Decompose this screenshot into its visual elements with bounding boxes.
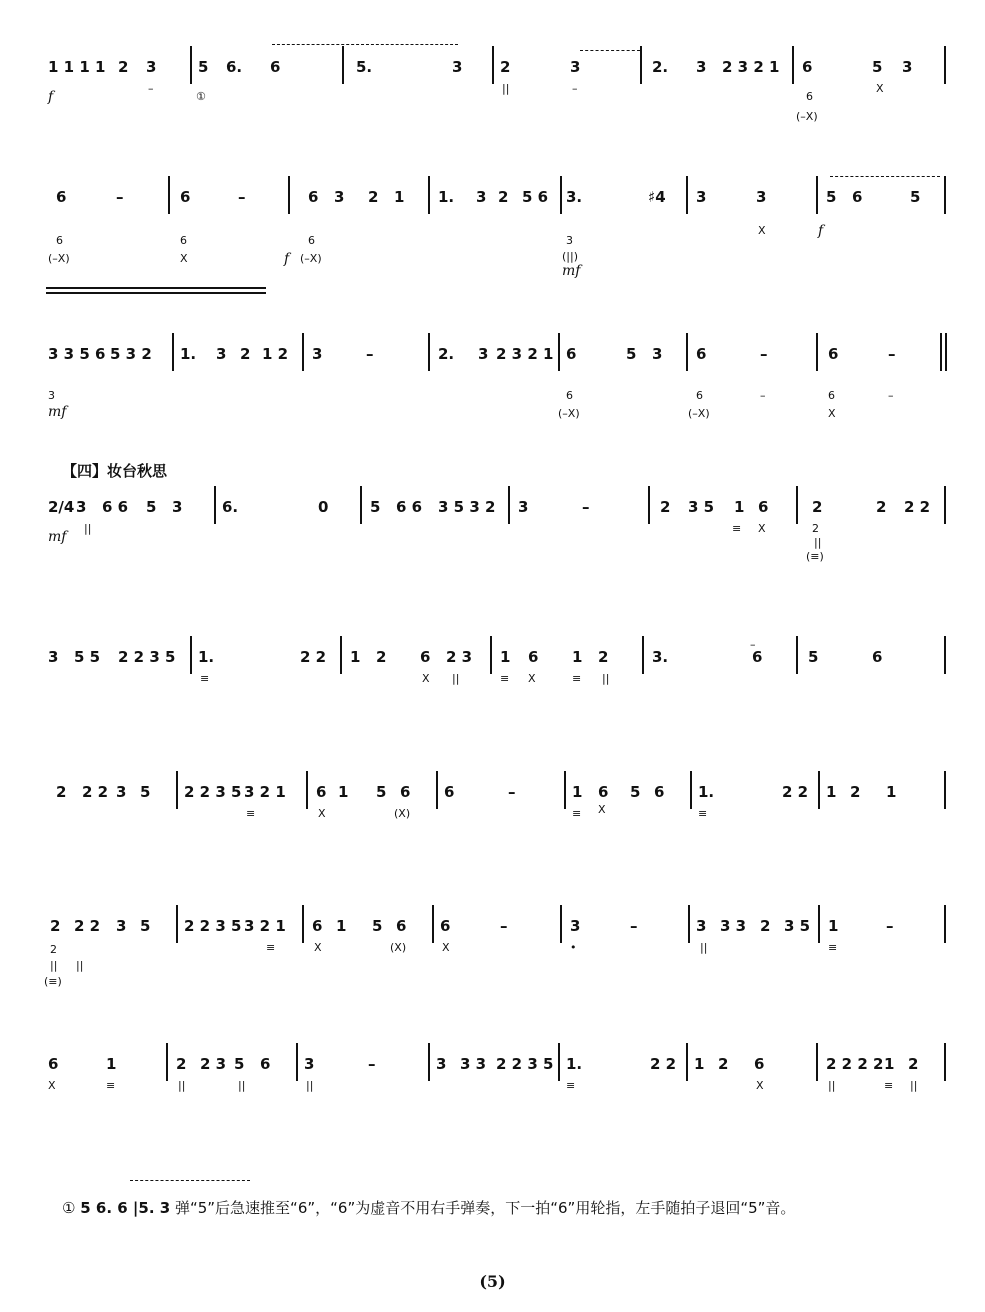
barline	[642, 636, 644, 674]
technique-mark: ||	[84, 522, 92, 535]
technique-mark: X	[828, 407, 836, 420]
note-group: –	[886, 917, 894, 935]
dynamic-marking: f	[284, 251, 290, 267]
technique-mark: X	[758, 224, 766, 237]
barline	[168, 176, 170, 214]
technique-mark: ||	[306, 1079, 314, 1092]
note-group: 5 3 2	[110, 345, 152, 363]
note-group: 1	[106, 1055, 117, 1073]
notation-line	[272, 44, 458, 45]
note-group: 6	[566, 345, 577, 363]
notation-line	[46, 287, 266, 289]
technique-mark: –	[760, 389, 766, 402]
note-group: 1	[572, 783, 583, 801]
note-group: 1 2	[262, 345, 289, 363]
note-group: 3 5 3 2	[438, 498, 496, 516]
note-group: –	[508, 783, 516, 801]
technique-mark: –	[750, 638, 756, 651]
technique-mark: ||	[700, 941, 708, 954]
note-group: –	[500, 917, 508, 935]
score-system	[0, 638, 985, 738]
barline	[564, 771, 566, 809]
barline	[302, 333, 304, 371]
technique-mark: 3	[48, 389, 55, 402]
note-group: 2 3 2 1	[722, 58, 780, 76]
technique-mark: X	[758, 522, 766, 535]
technique-mark: (–X)	[796, 110, 818, 123]
note-group: 6	[696, 345, 707, 363]
score-system	[0, 1055, 985, 1145]
note-group: 6	[56, 188, 67, 206]
technique-mark: (–X)	[48, 252, 70, 265]
footnote	[62, 1193, 942, 1223]
barline	[190, 636, 192, 674]
score-system	[0, 498, 985, 588]
note-group: 1	[350, 648, 361, 666]
technique-mark: ≡	[106, 1079, 116, 1092]
barline	[944, 486, 946, 524]
note-group: 6	[308, 188, 319, 206]
barline	[944, 771, 946, 809]
barline	[560, 905, 562, 943]
dynamic-marking: f	[818, 223, 824, 239]
note-group: 3	[216, 345, 227, 363]
section-title: 【四】妆台秋思	[62, 462, 168, 480]
barline	[944, 176, 946, 214]
technique-mark: 2	[812, 522, 819, 535]
technique-mark: (≡)	[806, 550, 824, 563]
note-group: 2	[660, 498, 671, 516]
barline	[490, 636, 492, 674]
barline	[944, 905, 946, 943]
barline	[166, 1043, 168, 1081]
note-group: 6	[828, 345, 839, 363]
note-group: 6 6	[396, 498, 423, 516]
technique-mark: ①	[196, 90, 206, 103]
technique-mark: (–X)	[688, 407, 710, 420]
technique-mark: ≡	[698, 807, 708, 820]
technique-mark: X	[48, 1079, 56, 1092]
note-group: 3	[146, 58, 157, 76]
technique-mark: ≡	[828, 941, 838, 954]
barline	[296, 1043, 298, 1081]
technique-mark: –	[888, 389, 894, 402]
note-group: 1	[826, 783, 837, 801]
note-group: 6.	[222, 498, 239, 516]
note-group: 2 3 2 1	[496, 345, 554, 363]
note-group: 6	[752, 648, 763, 666]
note-group: 1	[338, 783, 349, 801]
note-group: 3	[570, 58, 581, 76]
note-group: –	[368, 1055, 376, 1073]
technique-mark: X	[876, 82, 884, 95]
note-group: 1.	[698, 783, 715, 801]
note-group: 6	[396, 917, 407, 935]
note-group: 2 2 3 5	[118, 648, 176, 666]
note-group: 5 5	[74, 648, 101, 666]
note-group: 5	[140, 783, 151, 801]
barline	[560, 176, 562, 214]
technique-mark: ≡	[200, 672, 210, 685]
note-group: 1	[828, 917, 839, 935]
barline	[792, 46, 794, 84]
note-group: 2	[760, 917, 771, 935]
note-group: 1 1 1 1	[48, 58, 106, 76]
note-group: –	[238, 188, 246, 206]
note-group: 2 3	[446, 648, 473, 666]
barline	[944, 636, 946, 674]
note-group: 3	[756, 188, 767, 206]
note-group: 6 6	[102, 498, 129, 516]
note-group: 3	[116, 783, 127, 801]
note-group: 2 2 3 5	[184, 783, 242, 801]
note-group: –	[630, 917, 638, 935]
barline	[818, 771, 820, 809]
note-group: 1	[884, 1055, 895, 1073]
note-group: 2 3	[200, 1055, 227, 1073]
barline	[940, 333, 942, 371]
note-group: 3	[696, 188, 707, 206]
barline	[508, 486, 510, 524]
barline	[436, 771, 438, 809]
note-group: 6	[758, 498, 769, 516]
note-group: 6	[598, 783, 609, 801]
technique-mark: 6	[566, 389, 573, 402]
note-group: 2 2 2 2	[826, 1055, 884, 1073]
footnote-music: 5 6. 6 |5. 3	[80, 1199, 171, 1217]
note-group: 5	[140, 917, 151, 935]
technique-mark: ≡	[732, 522, 742, 535]
note-group: 5.	[356, 58, 373, 76]
technique-mark: ≡	[246, 807, 256, 820]
barline	[686, 333, 688, 371]
note-group: 5	[630, 783, 641, 801]
score-system	[0, 917, 985, 1007]
note-group: 2	[376, 648, 387, 666]
note-group: 1	[394, 188, 405, 206]
note-group: 6	[802, 58, 813, 76]
note-group: 3 2 1	[244, 917, 286, 935]
note-group: 3	[570, 917, 581, 935]
technique-mark: ||	[910, 1079, 918, 1092]
note-group: 3	[518, 498, 529, 516]
note-group: 6	[852, 188, 863, 206]
note-group: 6	[872, 648, 883, 666]
note-group: 2	[368, 188, 379, 206]
barline	[816, 176, 818, 214]
notation-line	[830, 176, 940, 177]
note-group: 2	[598, 648, 609, 666]
note-group: 3	[696, 917, 707, 935]
barline	[688, 905, 690, 943]
note-group: 2 2	[782, 783, 809, 801]
technique-mark: X	[756, 1079, 764, 1092]
barline	[428, 1043, 430, 1081]
note-group: 2	[718, 1055, 729, 1073]
barline	[342, 46, 344, 84]
note-group: 2	[176, 1055, 187, 1073]
barline	[640, 46, 642, 84]
barline	[944, 46, 946, 84]
technique-mark: 6	[696, 389, 703, 402]
barline	[172, 333, 174, 371]
note-group: 2 2 3 5	[184, 917, 242, 935]
note-group: 3	[116, 917, 127, 935]
technique-mark: ||	[814, 536, 822, 549]
note-group: 5	[370, 498, 381, 516]
note-group: 5	[146, 498, 157, 516]
note-group: 3	[436, 1055, 447, 1073]
note-group: 6	[270, 58, 281, 76]
note-group: 6	[444, 783, 455, 801]
technique-mark: ≡	[572, 807, 582, 820]
technique-mark: (≡)	[44, 975, 62, 988]
footnote-text: 弹“5”后急速推至“6”，“6”为虚音不用右手弹奏，下一拍“6”用轮指，左手随拍子退回“5”音。	[174, 1199, 796, 1217]
barline	[176, 771, 178, 809]
barline	[818, 905, 820, 943]
note-group: 3 3	[460, 1055, 487, 1073]
technique-mark: 2	[50, 943, 57, 956]
technique-mark: ||	[238, 1079, 246, 1092]
notation-line	[46, 292, 266, 294]
note-group: 3 2 1	[244, 783, 286, 801]
technique-mark: ||	[50, 959, 58, 972]
note-group: 3	[312, 345, 323, 363]
note-group: 2	[850, 783, 861, 801]
dynamic-marking: f	[48, 89, 54, 105]
technique-mark: 6	[308, 234, 315, 247]
note-group: 6	[654, 783, 665, 801]
note-group: 3 3 5 6	[48, 345, 106, 363]
dynamic-marking: mf	[48, 404, 67, 420]
barline	[690, 771, 692, 809]
barline	[686, 176, 688, 214]
technique-mark: ≡	[566, 1079, 576, 1092]
barline	[558, 1043, 560, 1081]
technique-mark: X	[180, 252, 188, 265]
note-group: –	[760, 345, 768, 363]
note-group: 2 2 3 5	[496, 1055, 554, 1073]
technique-mark: X	[598, 803, 606, 816]
note-group: 5	[626, 345, 637, 363]
score-system	[0, 58, 985, 148]
barline	[306, 771, 308, 809]
barline	[214, 486, 216, 524]
note-group: 0	[318, 498, 329, 516]
note-group: 6	[312, 917, 323, 935]
barline	[432, 905, 434, 943]
technique-mark: 6	[56, 234, 63, 247]
note-group: 1.	[566, 1055, 583, 1073]
note-group: 2 2	[650, 1055, 677, 1073]
note-group: 6	[48, 1055, 59, 1073]
barline	[796, 486, 798, 524]
technique-mark: ||	[178, 1079, 186, 1092]
barline	[796, 636, 798, 674]
note-group: 3 5	[688, 498, 715, 516]
note-group: 1.	[438, 188, 455, 206]
score-system	[0, 783, 985, 873]
technique-mark: X	[314, 941, 322, 954]
barline	[428, 333, 430, 371]
note-group: 5	[910, 188, 921, 206]
technique-mark: (–X)	[300, 252, 322, 265]
note-group: 1	[572, 648, 583, 666]
barline	[492, 46, 494, 84]
note-group: 5	[376, 783, 387, 801]
note-group: 3	[478, 345, 489, 363]
note-group: 5	[826, 188, 837, 206]
note-group: 2.	[652, 58, 669, 76]
technique-mark: (||)	[562, 250, 578, 263]
note-group: 6.	[226, 58, 243, 76]
note-group: 2	[908, 1055, 919, 1073]
note-group: 2	[876, 498, 887, 516]
note-group: 3	[172, 498, 183, 516]
note-group: –	[366, 345, 374, 363]
note-group: 5	[198, 58, 209, 76]
note-group: 3	[48, 648, 59, 666]
technique-mark: ||	[828, 1079, 836, 1092]
barline	[176, 905, 178, 943]
barline	[558, 333, 560, 371]
barline	[816, 333, 818, 371]
technique-mark: X	[442, 941, 450, 954]
note-group: 2 2	[82, 783, 109, 801]
note-group: 6	[440, 917, 451, 935]
score-system	[0, 345, 985, 435]
technique-mark: (–X)	[558, 407, 580, 420]
note-group: 2	[50, 917, 61, 935]
page-number: (5)	[479, 1272, 506, 1291]
double-barline	[945, 333, 947, 371]
technique-mark: X	[528, 672, 536, 685]
note-group: 2 2	[904, 498, 931, 516]
technique-mark: ||	[602, 672, 610, 685]
notation-line	[130, 1180, 250, 1181]
note-group: 1	[694, 1055, 705, 1073]
technique-mark: (X)	[390, 941, 407, 954]
note-group: 6	[528, 648, 539, 666]
barline	[648, 486, 650, 524]
notation-line	[580, 50, 640, 51]
note-group: –	[582, 498, 590, 516]
barline	[190, 46, 192, 84]
barline	[360, 486, 362, 524]
note-group: 2 2	[300, 648, 327, 666]
technique-mark: –	[148, 82, 154, 95]
note-group: 3	[334, 188, 345, 206]
barline	[302, 905, 304, 943]
note-group: 2	[500, 58, 511, 76]
barline	[428, 176, 430, 214]
note-group: 5	[234, 1055, 245, 1073]
note-group: 1.	[180, 345, 197, 363]
note-group: 6	[260, 1055, 271, 1073]
note-group: 5 6	[522, 188, 549, 206]
note-group: ♯4	[648, 188, 666, 206]
barline	[340, 636, 342, 674]
note-group: –	[888, 345, 896, 363]
note-group: 3 5	[784, 917, 811, 935]
technique-mark: ≡	[266, 941, 276, 954]
technique-mark: 3	[566, 234, 573, 247]
note-group: 3.	[566, 188, 583, 206]
note-group: 6	[400, 783, 411, 801]
footnote-marker: ①	[62, 1199, 76, 1217]
note-group: 5	[372, 917, 383, 935]
note-group: 1	[886, 783, 897, 801]
note-group: 5	[808, 648, 819, 666]
barline	[944, 1043, 946, 1081]
technique-mark: –	[572, 82, 578, 95]
technique-mark: •	[570, 941, 577, 954]
note-group: 6	[420, 648, 431, 666]
technique-mark: 6	[180, 234, 187, 247]
note-group: 2	[56, 783, 67, 801]
note-group: 2 2	[74, 917, 101, 935]
technique-mark: ≡	[884, 1079, 894, 1092]
technique-mark: (X)	[394, 807, 411, 820]
score-system	[0, 188, 985, 278]
note-group: 1	[336, 917, 347, 935]
note-group: 3	[76, 498, 87, 516]
note-group: 2	[498, 188, 509, 206]
technique-mark: ≡	[572, 672, 582, 685]
note-group: 2.	[438, 345, 455, 363]
technique-mark: ||	[76, 959, 84, 972]
barline	[816, 1043, 818, 1081]
technique-mark: 6	[806, 90, 813, 103]
technique-mark: X	[318, 807, 326, 820]
note-group: 2	[118, 58, 129, 76]
note-group: 3	[902, 58, 913, 76]
note-group: 1	[500, 648, 511, 666]
note-group: 6	[754, 1055, 765, 1073]
note-group: 1	[734, 498, 745, 516]
technique-mark: ≡	[500, 672, 510, 685]
note-group: 3	[304, 1055, 315, 1073]
note-group: 3.	[652, 648, 669, 666]
technique-mark: 6	[828, 389, 835, 402]
note-group: 2/4	[48, 498, 75, 516]
note-group: 3	[476, 188, 487, 206]
note-group: 5	[872, 58, 883, 76]
technique-mark: X	[422, 672, 430, 685]
note-group: 3	[452, 58, 463, 76]
note-group: 3	[652, 345, 663, 363]
note-group: 2	[812, 498, 823, 516]
note-group: 3 3	[720, 917, 747, 935]
barline	[686, 1043, 688, 1081]
barline	[288, 176, 290, 214]
note-group: 3	[696, 58, 707, 76]
dynamic-marking: mf	[562, 263, 581, 279]
dynamic-marking: mf	[48, 529, 67, 545]
note-group: 6	[316, 783, 327, 801]
technique-mark: ||	[452, 672, 460, 685]
note-group: 2	[240, 345, 251, 363]
note-group: 1.	[198, 648, 215, 666]
note-group: –	[116, 188, 124, 206]
technique-mark: ||	[502, 82, 510, 95]
note-group: 6	[180, 188, 191, 206]
